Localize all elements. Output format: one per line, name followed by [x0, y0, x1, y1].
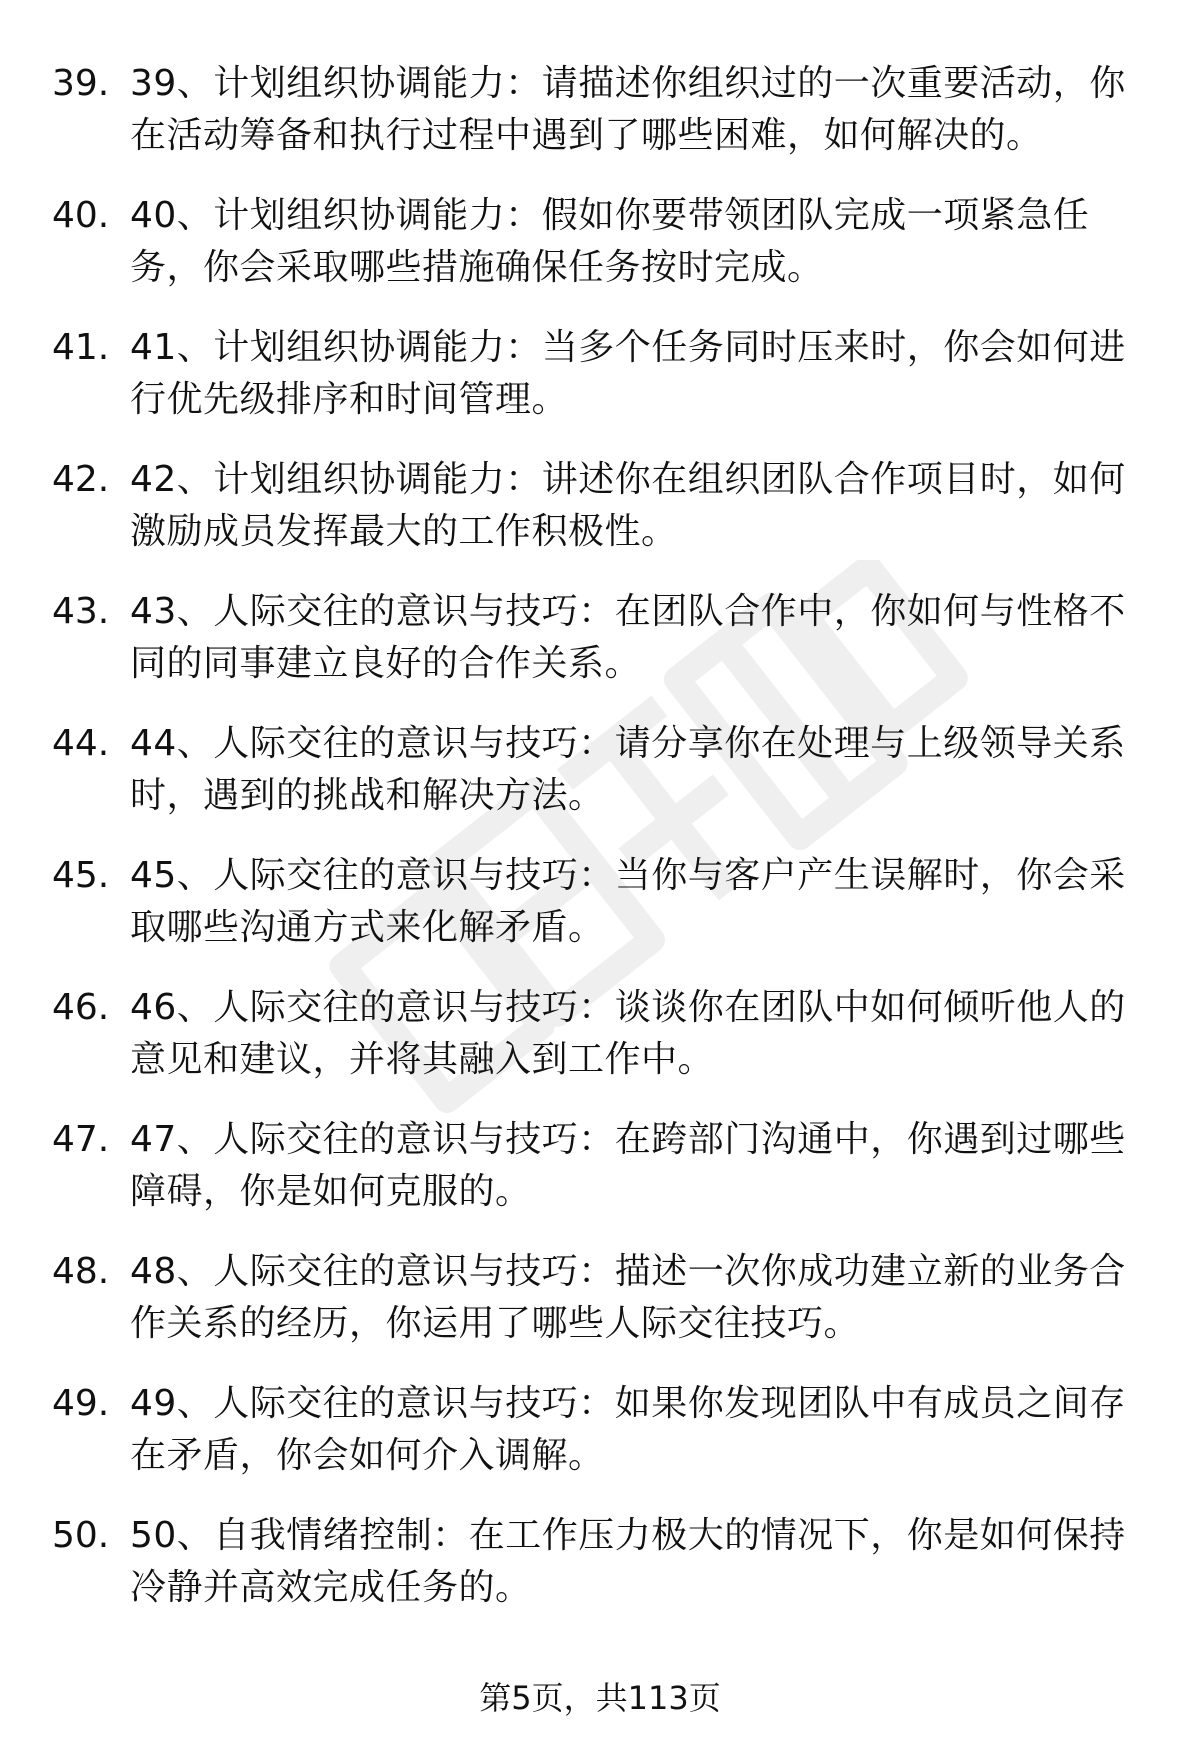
- list-item: [0, 322, 1200, 454]
- list-item: [0, 454, 1200, 586]
- item-text: 50、自我情绪控制：在工作压力极大的情况下，你是如何保持冷静并高效完成任务的。: [130, 1515, 1126, 1608]
- item-number: 39.: [52, 63, 110, 104]
- item-text: 42、计划组织协调能力：讲述你在组织团队合作项目时，如何激励成员发挥最大的工作积极性。: [130, 459, 1126, 552]
- list-item: [0, 718, 1200, 850]
- item-text: 40、计划组织协调能力：假如你要带领团队完成一项紧急任务，你会采取哪些措施确保任务按时完成。: [130, 195, 1090, 288]
- item-text: 39、计划组织协调能力：请描述你组织过的一次重要活动，你在活动筹备和执行过程中遇到了哪些困难，如何解决的。: [130, 63, 1126, 156]
- item-number: 46.: [52, 987, 110, 1028]
- list-item: [0, 1246, 1200, 1378]
- item-text: 41、计划组织协调能力：当多个任务同时压来时，你会如何进行优先级排序和时间管理。: [130, 327, 1126, 420]
- item-number: 41.: [52, 327, 110, 368]
- item-number: 49.: [52, 1383, 110, 1424]
- item-number: 43.: [52, 591, 110, 632]
- item-text: 43、人际交往的意识与技巧：在团队合作中，你如何与性格不同的同事建立良好的合作关系。: [130, 591, 1126, 684]
- item-text: 45、人际交往的意识与技巧：当你与客户产生误解时，你会采取哪些沟通方式来化解矛盾。: [130, 855, 1126, 948]
- item-number: 44.: [52, 723, 110, 764]
- item-number: 45.: [52, 855, 110, 896]
- item-text: 44、人际交往的意识与技巧：请分享你在处理与上级领导关系时，遇到的挑战和解决方法。: [130, 723, 1126, 816]
- list-item: [0, 58, 1200, 190]
- item-number: 40.: [52, 195, 110, 236]
- item-number: 47.: [52, 1119, 110, 1160]
- item-text: 46、人际交往的意识与技巧：谈谈你在团队中如何倾听他人的意见和建议，并将其融入到工作中。: [130, 987, 1126, 1080]
- item-text: 49、人际交往的意识与技巧：如果你发现团队中有成员之间存在矛盾，你会如何介入调解。: [130, 1383, 1126, 1476]
- page-footer: 第5页，共113页: [479, 1679, 721, 1717]
- list-item: [0, 586, 1200, 718]
- item-text: 48、人际交往的意识与技巧：描述一次你成功建立新的业务合作关系的经历，你运用了哪些人际交往技巧。: [130, 1251, 1126, 1344]
- item-number: 42.: [52, 459, 110, 500]
- list-item: [0, 1510, 1200, 1642]
- question-list: [0, 58, 1200, 1642]
- list-item: [0, 982, 1200, 1114]
- item-text: 47、人际交往的意识与技巧：在跨部门沟通中，你遇到过哪些障碍，你是如何克服的。: [130, 1119, 1126, 1212]
- item-number: 50.: [52, 1515, 110, 1556]
- item-number: 48.: [52, 1251, 110, 1292]
- list-item: [0, 1378, 1200, 1510]
- list-item: [0, 190, 1200, 322]
- list-item: [0, 850, 1200, 982]
- list-item: [0, 1114, 1200, 1246]
